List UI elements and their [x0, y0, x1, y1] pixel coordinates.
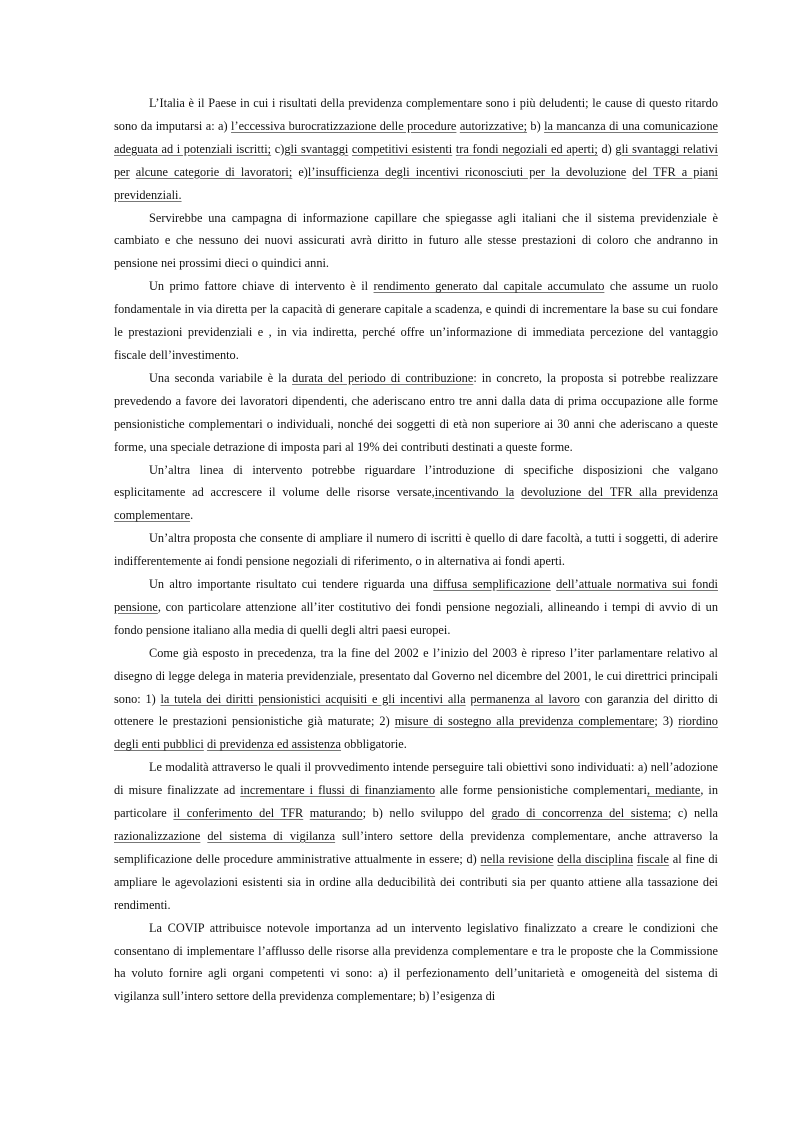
- underlined-phrase: grado di concorrenza del sistema: [491, 806, 668, 821]
- underlined-phrase: incrementare i flussi di finanziamento: [240, 783, 436, 798]
- underlined-phrase: l’insufficienza degli incentivi riconosciuti per la devoluzione: [307, 164, 627, 179]
- underlined-phrase: dell’attuale normativa sui fondi pensione: [114, 577, 718, 614]
- text-run: al fine di ampliare le agevolazioni esistenti sia in ordine alla deducibilità dei contributi sia per quanto attiene alla tassazione dei rendimenti.: [114, 851, 718, 912]
- paragraph-10: [114, 917, 718, 1009]
- underlined-phrase: , mediante: [646, 783, 701, 798]
- paragraph-8: [114, 642, 718, 757]
- underlined-phrase: durata del periodo di contribuzione: [292, 370, 474, 385]
- text-run: d): [597, 141, 616, 156]
- text-run: con garanzia del diritto di ottenere le prestazioni pensionistiche già maturate; 2): [114, 691, 718, 729]
- underlined-phrase: misure di sostegno alla previdenza complementare: [394, 714, 655, 729]
- paragraph-7: [114, 573, 718, 642]
- text-run: .: [190, 508, 194, 523]
- underlined-phrase: razionalizzazione: [114, 829, 201, 843]
- underlined-phrase: maturando: [309, 806, 363, 821]
- text-run: Un’altra proposta che consente di ampliare il numero di iscritti è quello di dare facoltà, a tutti i soggetti, di aderire indifferentemente ai fondi pensione negoziali di riferimento, o in alternativa ai fondi aperti.: [114, 531, 718, 569]
- text-run: , con particolare attenzione all’iter costitutivo dei fondi pensione negoziali, allineando i tempi di avvio di un fondo pensione italiano alla media di quelli degli altri paesi europei.: [114, 599, 718, 637]
- underlined-phrase: riordino degli enti pubblici: [114, 714, 718, 752]
- text-run: sull’intero settore della previdenza complementare, anche attraverso la semplificazione delle procedure amministrative attualmente in essere; d): [114, 829, 718, 866]
- underlined-phrase: gli svantaggi: [284, 141, 349, 156]
- text-run: L’Italia è il Paese in cui i risultati della previdenza complementare sono i più deludenti; le cause di questo ritardo sono da imputarsi a: a): [114, 96, 718, 133]
- underlined-phrase: diffusa semplificazione: [433, 577, 551, 592]
- text-run: e): [292, 164, 308, 179]
- underlined-phrase: competitivi esistenti: [351, 141, 453, 156]
- underlined-phrase: tra fondi negoziali ed aperti;: [455, 141, 598, 156]
- underlined-phrase: alcune categorie di lavoratori;: [135, 164, 293, 179]
- paragraph-9: [114, 756, 718, 916]
- underlined-phrase: rendimento generato dal capitale accumulato: [373, 279, 605, 294]
- text-run: Un primo fattore chiave di intervento è il: [149, 279, 374, 294]
- text-run: Una seconda variabile è la: [149, 370, 293, 385]
- underlined-phrase: del TFR a piani previdenziali.: [114, 164, 718, 202]
- underlined-phrase: fiscale: [636, 851, 670, 866]
- paragraph-4: [114, 367, 718, 459]
- paragraph-6: [114, 527, 718, 573]
- underlined-phrase: del sistema di vigilanza: [207, 829, 336, 843]
- underlined-phrase: la tutela dei diritti pensionistici acquisiti e gli incentivi alla: [160, 691, 466, 706]
- text-run: Le modalità attraverso le quali il provvedimento intende perseguire tali obiettivi sono individuati: a) nell’adozione di misure finalizzate ad: [114, 760, 718, 798]
- body-text: [114, 92, 718, 1008]
- text-run: La COVIP attribuisce notevole importanza ad un intervento legislativo finalizzato a creare le condizioni che consentano di implementare l’afflusso delle risorse alla previdenza complementare e tra le proposte che la Commissione ha voluto fornire agli organi competenti vi sono: a) il perfezionamento dell’unitarietà e omogeneità del sistema di vigilanza sull’intero settore della previdenza complementare; b) l’esigenza di: [114, 920, 718, 1004]
- underlined-phrase: devoluzione del TFR alla previdenza complementare: [114, 485, 718, 523]
- text-run: alle forme pensionistiche complementari: [435, 783, 647, 798]
- text-run: obbligatorie.: [341, 737, 407, 752]
- underlined-phrase: autorizzative;: [459, 118, 528, 133]
- text-run: ; 3): [654, 714, 679, 729]
- underlined-phrase: l’eccessiva burocratizzazione delle procedure: [231, 118, 457, 133]
- paragraph-3: [114, 275, 718, 367]
- text-run: Come già esposto in precedenza, tra la fine del 2002 e l’inizio del 2003 è ripreso l’iter parlamentare relativo al disegno di legge delega in materia previdenziale, presentato dal Governo nel dicembre del 2001, le cui direttrici principali sono: 1): [114, 645, 718, 706]
- text-run: : in concreto, la proposta si potrebbe realizzare prevedendo a favore dei lavoratori dipendenti, che aderiscano entro tre anni dalla data di prima occupazione alle forme pensionistiche complementari o individuali, nonché dei soggetti di età non superiore ai 30 anni che aderiscano a queste forme, una speciale detrazione di imposta pari al 19% dei contributi destinati a queste forme.: [114, 370, 718, 454]
- text-run: [303, 806, 310, 820]
- paragraph-2: [114, 207, 718, 276]
- underlined-phrase: gli svantaggi relativi per: [114, 141, 718, 179]
- text-run: ; b) nello sviluppo del: [362, 806, 492, 821]
- underlined-phrase: il conferimento del TFR: [173, 806, 304, 821]
- text-run: , in particolare: [114, 783, 719, 821]
- underlined-phrase: nella revisione: [480, 851, 554, 866]
- text-run: b): [527, 118, 545, 133]
- text-run: che assume un ruolo fondamentale in via diretta per la capacità di generare capitale a scadenza, e quindi di incrementare la base su cui fondare le prestazioni previdenziali e , in via indiretta, perché offre un’informazione di immediata percezione del vantaggio fiscale dell’investimento.: [114, 279, 718, 362]
- underlined-phrase: permanenza al lavoro: [470, 691, 580, 706]
- underlined-phrase: la mancanza di una comunicazione adeguata ad i potenziali iscritti;: [114, 118, 718, 156]
- text-run: ; c) nella: [667, 806, 718, 821]
- paragraph-1: [114, 92, 718, 207]
- text-run: Un altro importante risultato cui tendere riguarda una: [149, 577, 434, 592]
- text-run: Servirebbe una campagna di informazione capillare che spiegasse agli italiani che il sistema previdenziale è cambiato e che nessuno dei nuovi assicurati avrà diritto in futuro alle stesse prestazioni di coloro che andranno in pensione nei prossimi dieci o quindici anni.: [114, 210, 718, 271]
- underlined-phrase: incentivando la: [434, 485, 515, 500]
- text-run: Un’altra linea di intervento potrebbe riguardare l’introduzione di specifiche disposizioni che valgano esplicitamente ad accrescere il volume delle risorse versate,: [114, 462, 718, 500]
- text-run: c): [271, 141, 285, 156]
- underlined-phrase: della disciplina: [557, 851, 634, 866]
- underlined-phrase: di previdenza ed assistenza: [206, 737, 342, 752]
- paragraph-5: [114, 459, 718, 528]
